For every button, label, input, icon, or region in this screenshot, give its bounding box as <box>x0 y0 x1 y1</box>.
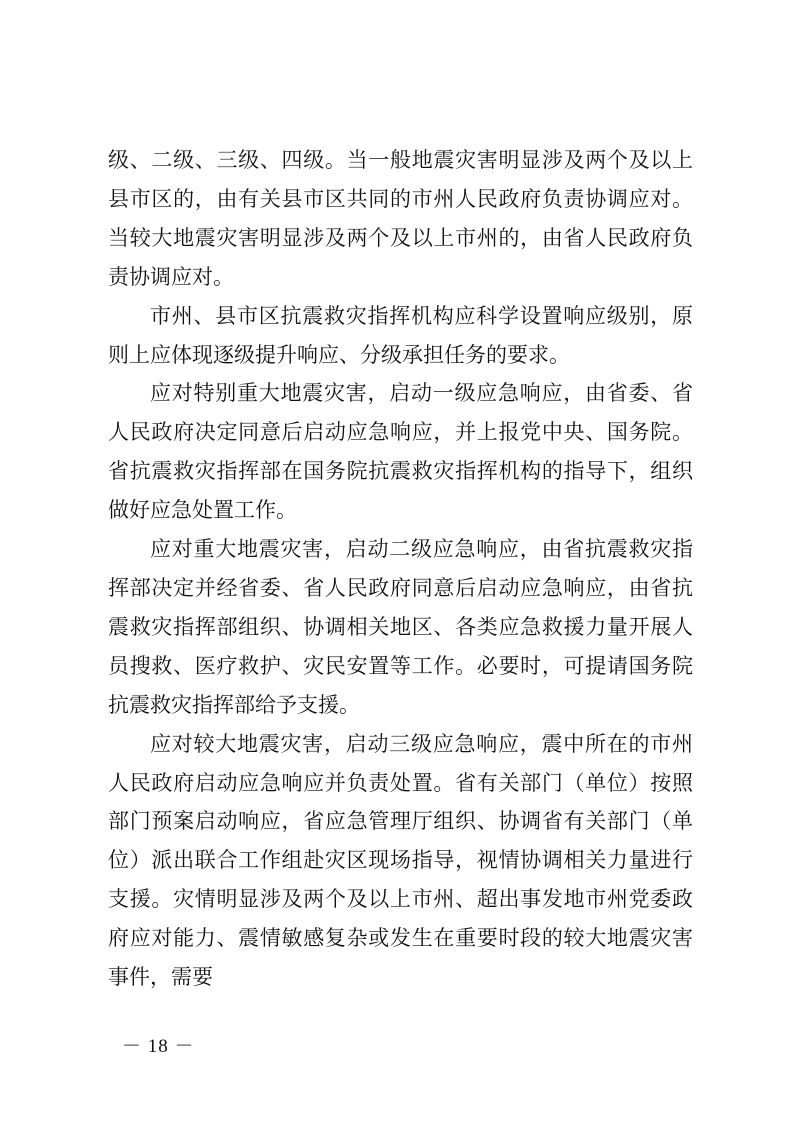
page-number: － 18 － <box>122 1036 195 1057</box>
document-body <box>108 141 693 997</box>
paragraph-continued: 级、二级、三级、四级。当一般地震灾害明显涉及两个及以上县市区的，由有关县市区共同的市州人民政府负责协调应对。当较大地震灾害明显涉及两个及以上市州的，由省人民政府负责协调应对。 <box>108 148 693 289</box>
paragraph-response-levels: 市州、县市区抗震救灾指挥机构应科学设置响应级别，原则上应体现逐级提升响应、分级承担任务的要求。 <box>108 303 693 367</box>
paragraph-level-two-response: 应对重大地震灾害，启动二级应急响应，由省抗震救灾指挥部决定并经省委、省人民政府同意后启动应急响应，由省抗震救灾指挥部组织、协调相关地区、各类应急救援力量开展人员搜救、医疗救护、灾民安置等工作。必要时，可提请国务院抗震救灾指挥部给予支援。 <box>108 537 693 717</box>
paragraph-level-one-response: 应对特别重大地震灾害，启动一级应急响应，由省委、省人民政府决定同意后启动应急响应，并上报党中央、国务院。省抗震救灾指挥部在国务院抗震救灾指挥机构的指导下，组织做好应急处置工作。 <box>108 381 693 523</box>
paragraph-level-three-response: 应对较大地震灾害，启动三级应急响应，震中所在的市州人民政府启动应急响应并负责处置。省有关部门（单位）按照部门预案启动响应，省应急管理厅组织、协调省有关部门（单位）派出联合工作组赴灾区现场指导，视情协调相关力量进行支援。灾情明显涉及两个及以上市州、超出事发地市州党委政府应对能力、震情敏感复杂或发生在重要时段的较大地震灾害事件，需要 <box>108 731 693 990</box>
